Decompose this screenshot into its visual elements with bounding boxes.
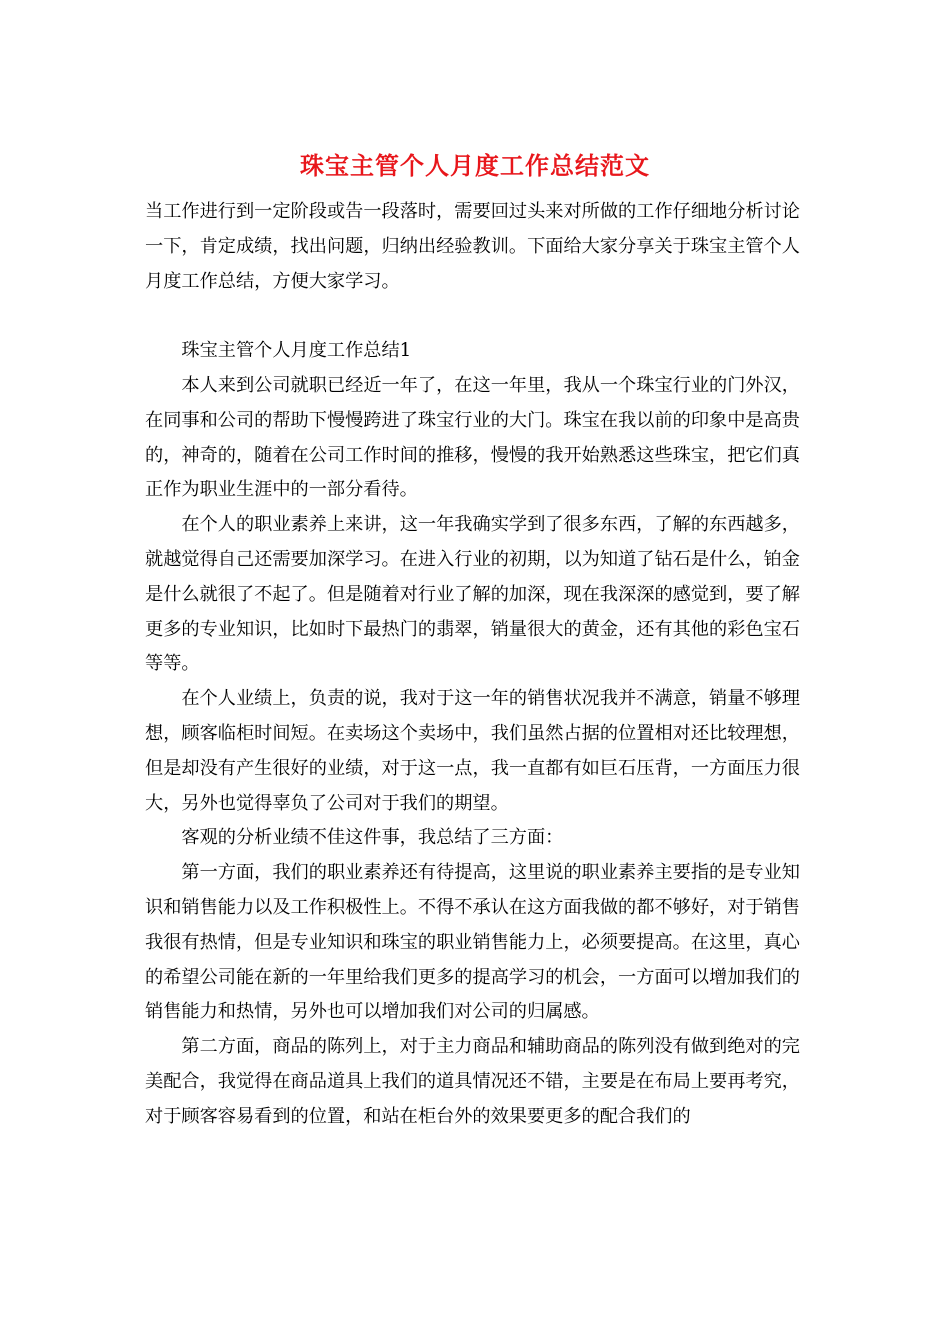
- intro-paragraph: 当工作进行到一定阶段或告一段落时，需要回过头来对所做的工作仔细地分析讨论一下，肯定成绩，找出问题，归纳出经验教训。下面给大家分享关于珠宝主管个人月度工作总结，方便大家学习。: [145, 201, 800, 292]
- body-paragraph: 第一方面，我们的职业素养还有待提高，这里说的职业素养主要指的是专业知识和销售能力以及工作积极性上。不得不承认在这方面我做的都不够好，对于销售我很有热情，但是专业知识和珠宝的职业销售能力上，必须要提高。在这里，真心的希望公司能在新的一年里给我们更多的提高学习的机会，一方面可以增加我们的销售能力和热情，另外也可以增加我们对公司的归属感。: [145, 862, 800, 1023]
- body-paragraph: 在个人的职业素养上来讲，这一年我确实学到了很多东西，了解的东西越多，就越觉得自己还需要加深学习。在进入行业的初期，以为知道了钻石是什么，铂金是什么就很了不起了。但是随着对行业了解的加深，现在我深深的感觉到，要了解更多的专业知识，比如时下最热门的翡翠，销量很大的黄金，还有其他的彩色宝石等等。: [145, 514, 800, 675]
- body-paragraph: 客观的分析业绩不佳这件事，我总结了三方面：: [181, 827, 564, 849]
- body-paragraph: 本人来到公司就职已经近一年了，在这一年里，我从一个珠宝行业的门外汉，在同事和公司的帮助下慢慢跨进了珠宝行业的大门。珠宝在我以前的印象中是高贵的，神奇的，随着在公司工作时间的推移，慢慢的我开始熟悉这些珠宝，把它们真正作为职业生涯中的一部分看待。: [145, 374, 800, 501]
- document-title: 珠宝主管个人月度工作总结范文: [300, 151, 650, 180]
- body-paragraph: 第二方面，商品的陈列上，对于主力商品和辅助商品的陈列没有做到绝对的完美配合，我觉得在商品道具上我们的道具情况还不错，主要是在布局上要再考究，对于顾客容易看到的位置，和站在柜台外的效果要更多的配合我们的: [145, 1036, 800, 1127]
- paragraph-gap: [145, 299, 800, 334]
- section-heading: 珠宝主管个人月度工作总结1: [181, 340, 412, 362]
- body-paragraph: 在个人业绩上，负责的说，我对于这一年的销售状况我并不满意，销量不够理想，顾客临柜时间短。在卖场这个卖场中，我们虽然占据的位置相对还比较理想，但是却没有产生很好的业绩，对于这一点，我一直都有如巨石压背，一方面压力很大，另外也觉得辜负了公司对于我们的期望。: [145, 688, 800, 814]
- document-body: [145, 195, 800, 1135]
